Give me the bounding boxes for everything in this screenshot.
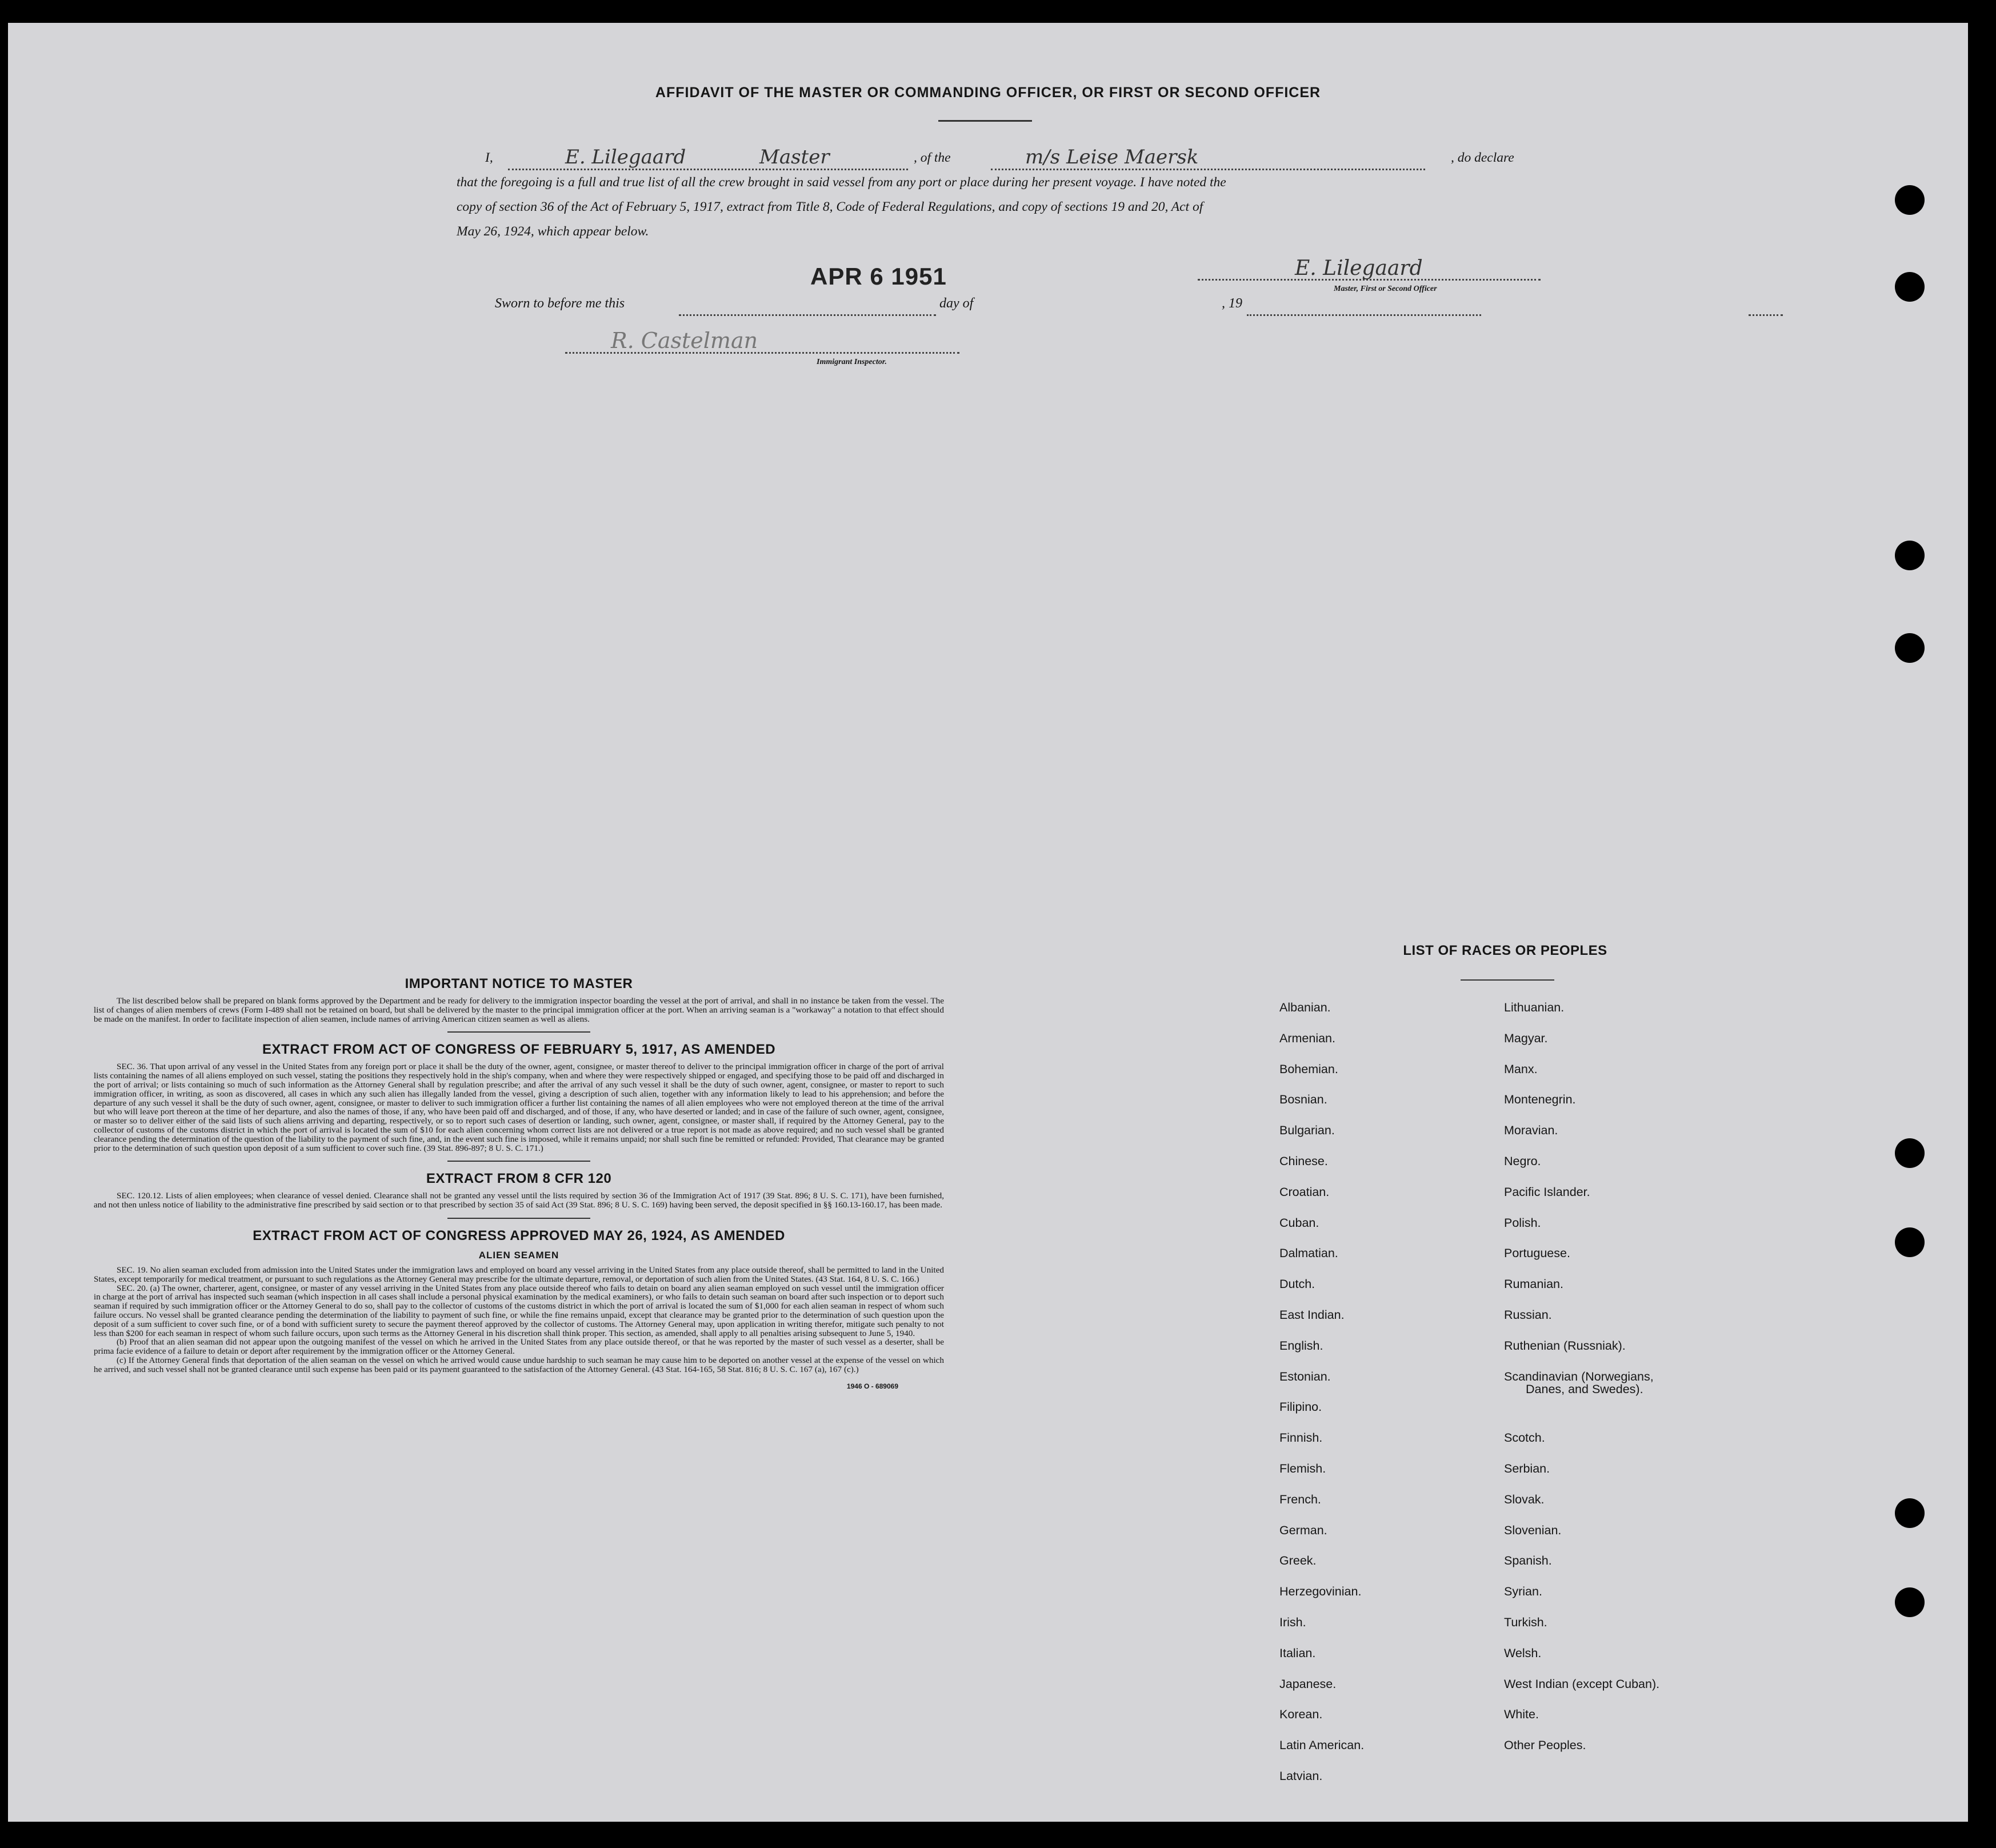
punch-hole (1895, 272, 1925, 302)
race-item: Ruthenian (Russniak). (1504, 1338, 1626, 1353)
sworn-label: Sworn to before me this (495, 296, 625, 311)
sworn-line (495, 296, 1295, 319)
do-declare-label: , do declare (1451, 150, 1514, 165)
title-rule (938, 120, 1032, 122)
race-item: Turkish. (1504, 1615, 1547, 1629)
race-item: Armenian. (1279, 1031, 1335, 1045)
handwritten-title: Master (759, 146, 830, 169)
race-item: West Indian (except Cuban). (1504, 1677, 1660, 1691)
declaration-line-1 (457, 146, 1554, 170)
punch-hole (1895, 1138, 1925, 1168)
race-item: Moravian. (1504, 1123, 1558, 1138)
race-item: Italian. (1279, 1646, 1316, 1660)
race-item: Japanese. (1279, 1677, 1337, 1691)
declaration-prefix: I, (485, 150, 493, 165)
race-item: Syrian. (1504, 1585, 1542, 1599)
race-item: Albanian. (1279, 1001, 1331, 1014)
races-heading-rule (1461, 979, 1554, 981)
signature-caption: Master, First or Second Officer (1334, 285, 1437, 293)
extract-1924-heading: EXTRACT FROM ACT OF CONGRESS APPROVED MAY 26, 1924, AS AMENDED (253, 1227, 785, 1243)
race-item: Estonian. (1279, 1369, 1331, 1383)
extract-cfr-heading: EXTRACT FROM 8 CFR 120 (426, 1171, 612, 1187)
handwritten-vessel: m/s Leise Maersk (1025, 146, 1199, 169)
race-item: Scotch. (1504, 1431, 1545, 1445)
race-item: Irish. (1279, 1615, 1306, 1629)
print-code: 1946 O - 689069 (846, 1382, 898, 1390)
race-item: Welsh. (1504, 1646, 1542, 1660)
race-item: Portuguese. (1504, 1246, 1570, 1261)
inspector-caption: Immigrant Inspector. (817, 358, 887, 366)
notice-heading: IMPORTANT NOTICE TO MASTER (405, 976, 633, 991)
of-the-label: , of the (914, 150, 951, 165)
race-item: Serbian. (1504, 1462, 1550, 1475)
race-item: Pacific Islander. (1504, 1185, 1590, 1199)
extract-1917-heading: EXTRACT FROM ACT OF CONGRESS OF FEBRUARY 5, 1917, AS AMENDED (262, 1042, 776, 1058)
race-item: Dutch. (1279, 1277, 1315, 1291)
race-item: Dalmatian. (1279, 1246, 1338, 1261)
inspector-block (565, 328, 959, 377)
notice-column (94, 976, 944, 1390)
race-item: Magyar. (1504, 1031, 1548, 1045)
handwritten-signature: E. Lilegaard (1295, 257, 1423, 280)
section-divider (447, 1031, 590, 1034)
extract-1917-text: SEC. 36. That upon arrival of any vessel in the United States from any foreign port or place it shall be the duty of the owner, agent, consignee, or master thereof to deliver to the principal immigration officer in charge of the port of arrival lists containing the names of all aliens employed on such vessel, stating the positions they respectively hold in the ship's company, when and where they were respectively shipped or engaged, and specifying those to be paid off and discharged in the port of arrival; or lists containing so much of such information as the Attorney General shall by regulation prescribe; and after the arrival of any such vessel it shall be the duty of such owner, agent, consignee, or master to report to such immigration officer, in writing, as soon as discovered, all cases in which any such alien has illegally landed from the vessel, giving a description of such alien, together with any information likely to lead to his apprehension; and before the departure of any such vessel it shall be the duty of such owner, agent, consignee, or master to deliver to such immigration officer a further list containing the names of all alien employees who were not employed thereon at the time of the arrival but who will leave port thereon at the time of her departure, and also the names of those, if any, who have been paid off and discharged, and of those, if any, who have deserted or landed; and in case of the failure of such owner, agent, consignee, or master so to deliver either of the said lists of such aliens arriving and departing, respectively, or so to report such cases of desertion or landing, such owner, agent, consignee, or master shall, if required by the Attorney General, pay to the collector of customs of the customs district in which the port of arrival is located the sum of $10 for each alien concerning whom correct lists are not delivered or a true report is not made as above required; and no such vessel shall be granted clearance pending the determination of the question of the liability to the payment of such fine, and, in the event such fine is imposed, while it remains unpaid; nor shall such fine be remitted or refunded: Provided, That clearance may be granted prior to the determination of such question upon deposit of a sum sufficient to cover such fine. (39 Stat. 896-897; 8 U. S. C. 171.) (94, 1062, 944, 1153)
race-item: Negro. (1504, 1154, 1541, 1168)
race-item: Latvian. (1279, 1769, 1323, 1783)
race-item: Spanish. (1504, 1554, 1552, 1568)
race-item: Other Peoples. (1504, 1738, 1586, 1753)
punch-hole (1895, 1587, 1925, 1617)
vessel-blank (991, 146, 1425, 170)
race-item: Chinese. (1279, 1154, 1328, 1168)
form-page (8, 23, 1968, 1822)
sworn-day-blank (679, 302, 936, 316)
race-item: Montenegrin. (1504, 1093, 1576, 1107)
sworn-year-blank (1749, 302, 1783, 316)
race-item: German. (1279, 1523, 1327, 1537)
extract-cfr-text: SEC. 120.12. Lists of alien employees; when clearance of vessel denied. Clearance shall not be granted any vessel until the lists required by section 36 of the Immigration Act of 1917 (39 Stat. 896; 8 U. S. C. 171), have been furnished, and not then unless notice of liability to the administrative fine prescribed by said section or to that prescribed by section 35 of said Act (39 Stat. 896; 8 U. S. C. 169) having been served, the deposit specified in §§ 160.13-160.17, has been made. (94, 1191, 944, 1210)
race-item: Greek. (1279, 1554, 1317, 1568)
day-of-label: day of (939, 296, 974, 311)
declaration-line-2: that the foregoing is a full and true list of all the crew brought in said vessel from any port or place during her present voyage. I have noted the (457, 175, 1226, 190)
sec-20a-paragraph: SEC. 20. (a) The owner, charterer, agent, consignee, or master of any vessel arriving in the United States from any place outside thereof who fails to detain on board any alien seaman employed on such vessel until the immigration officer in charge at the port of arrival has inspected such seaman (which inspection in all cases shall include a personal physical examination by the medical examiners), or who fails to detain such seaman on board after such inspection or to deport such seaman if required by such immigration officer or the Attorney General to do so, shall pay to the collector of customs of the customs district in which the port of arrival is located the sum of $1,000 for each alien seaman in respect of whom such failure occurs. No vessel shall be granted clearance pending the determination of the liability to payment of such fine, or while the fine remains unpaid, except that clearance may be granted prior to the determination of such question upon the deposit of a sum sufficient to cover such fine, or of a bond with sufficient surety to secure the payment thereof approved by the collector of customs. The Attorney General may, upon application in writing therefor, mitigate such penalty to not less than $200 for each seaman in respect of whom such failure occurs, upon such terms as the Attorney General in his discretion shall think proper. This section, as amended, shall apply to all penalties arising subsequent to June 5, 1940. (94, 1283, 944, 1338)
sec-20b-paragraph: (b) Proof that an alien seaman did not appear upon the outgoing manifest of the vessel on which he arrived in the United States from any place outside thereof, or that he was reported by the master of such vessel as a deserter, shall be prima facie evidence of a failure to detain or deport after requirement by the immigration officer or the Attorney General. (94, 1337, 944, 1357)
race-item: Lithuanian. (1504, 1001, 1565, 1014)
race-item: Slovak. (1504, 1492, 1545, 1506)
race-item: East Indian. (1279, 1308, 1345, 1322)
notice-text: The list described below shall be prepared on blank forms approved by the Department and be ready for delivery to the immigration inspector boarding the vessel at the port of arrival, and shall in no instance be taken from the vessel. The list of changes of alien members of crews (Form I-489 shall not be retained on board, but shall be delivered by the master to the principal immigration officer at the port. When an arriving seaman is a "workaway" a notation to that effect should be made on the manifest. In order to facilitate inspection of alien seamen, include names of arriving American citizen seamen as well as aliens. (94, 996, 944, 1024)
year-label: , 19 (1222, 296, 1242, 311)
signature-line (1198, 257, 1541, 281)
punch-hole (1895, 1498, 1925, 1528)
handwritten-name: E. Lilegaard (565, 146, 686, 169)
section-divider (447, 1218, 590, 1220)
race-item: White. (1504, 1707, 1539, 1722)
race-item: Manx. (1504, 1062, 1538, 1076)
inspector-line (565, 328, 959, 354)
sworn-month-blank (1247, 302, 1481, 316)
sec-19-paragraph: SEC. 19. No alien seaman excluded from admission into the United States under the immigration laws and employed on board any vessel arriving in the United States from any place outside thereof, shall be permitted to land in the United States, except temporarily for medical treatment, or pursuant to such regulations as the Attorney General may prescribe for the ultimate departure, removal, or deportation of such alien from the United States. (43 Stat. 164, 8 U. S. C. 166.) (94, 1265, 944, 1284)
race-item: French. (1279, 1492, 1321, 1506)
race-item: Scandinavian (Norwegians, (1504, 1369, 1654, 1383)
race-item: Bosnian. (1279, 1093, 1327, 1107)
punch-hole (1895, 541, 1925, 570)
race-item: Slovenian. (1504, 1523, 1562, 1537)
declaration-line-3: copy of section 36 of the Act of February 5, 1917, extract from Title 8, Code of Federal Regulations, and copy of sections 19 and 20, Act of (457, 199, 1203, 214)
race-item: Russian. (1504, 1308, 1552, 1322)
race-item: Herzegovinian. (1279, 1585, 1362, 1599)
race-item: English. (1279, 1338, 1323, 1353)
name-blank (508, 146, 908, 170)
punch-hole (1895, 185, 1925, 215)
handwritten-inspector: R. Castelman (611, 328, 758, 353)
race-item: Danes, and Swedes). (1526, 1382, 1643, 1396)
affidavit-title: AFFIDAVIT OF THE MASTER OR COMMANDING OFFICER, OR FIRST OR SECOND OFFICER (655, 85, 1321, 101)
punch-hole (1895, 1227, 1925, 1257)
race-item: Polish. (1504, 1215, 1541, 1230)
race-item: Filipino. (1279, 1400, 1322, 1414)
race-item: Cuban. (1279, 1215, 1319, 1230)
race-item: Bulgarian. (1279, 1123, 1335, 1138)
alien-seamen-subheading: ALIEN SEAMEN (478, 1249, 559, 1261)
race-item: Rumanian. (1504, 1277, 1563, 1291)
race-item: Finnish. (1279, 1431, 1323, 1445)
race-item: Bohemian. (1279, 1062, 1338, 1076)
races-heading: LIST OF RACES OR PEOPLES (1403, 943, 1607, 958)
extract-1924-text (94, 1266, 944, 1374)
punch-hole (1895, 633, 1925, 663)
race-item: Croatian. (1279, 1185, 1330, 1199)
race-item: Latin American. (1279, 1738, 1365, 1753)
date-stamp: APR 6 1951 (810, 263, 947, 290)
race-item: Korean. (1279, 1707, 1323, 1722)
declaration-paragraph (457, 146, 1554, 244)
declaration-line-4: May 26, 1924, which appear below. (457, 224, 649, 239)
section-divider (447, 1161, 590, 1163)
sec-20c-paragraph: (c) If the Attorney General finds that deportation of the alien seaman on the vessel on which he arrived would cause undue hardship to such seaman he may cause him to be deported on another vessel at the expense of the vessel on which he arrived, and such vessel shall not be granted clearance until such expense has been paid or its payment guaranteed to the satisfaction of the Attorney General. (43 Stat. 164-165, 58 Stat. 816; 8 U. S. C. 167 (a), 167 (c).) (94, 1355, 944, 1374)
race-item: Flemish. (1279, 1462, 1326, 1475)
